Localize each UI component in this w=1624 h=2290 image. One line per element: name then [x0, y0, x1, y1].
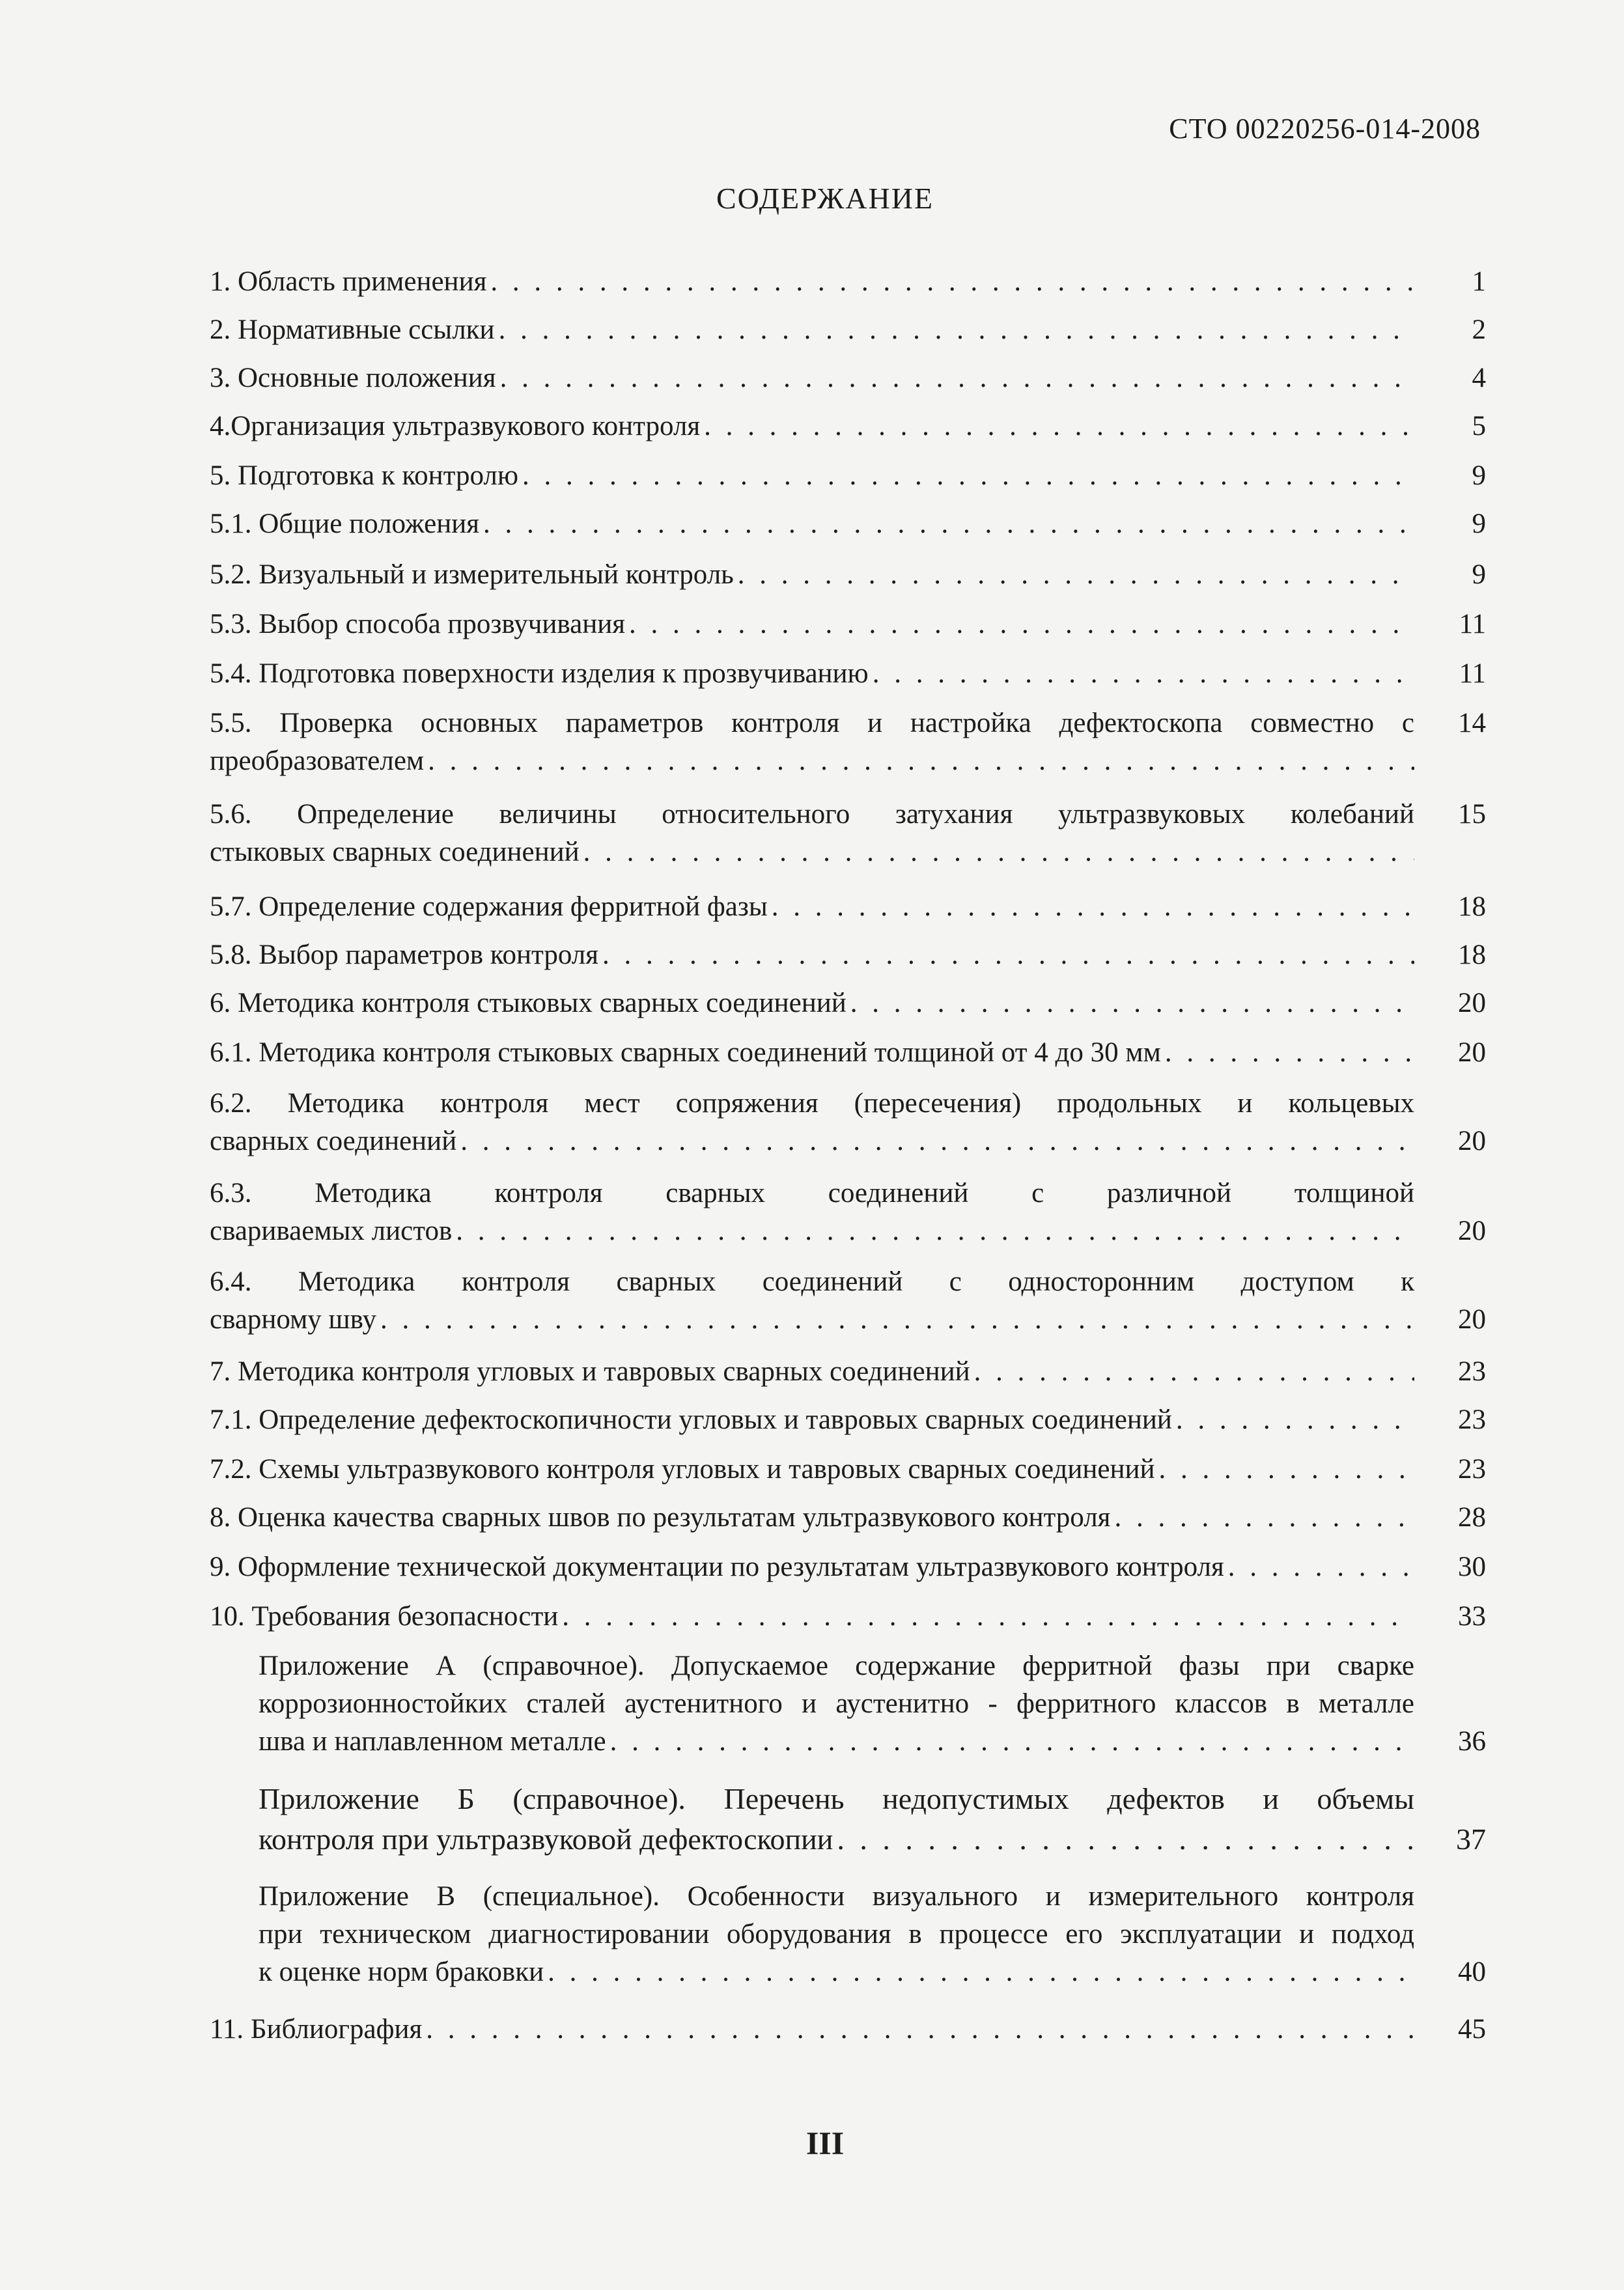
dot-leader [562, 1598, 1414, 1636]
dot-leader [1159, 1451, 1414, 1488]
toc-entry[interactable] [210, 505, 1486, 543]
toc-entry-text: Приложение Б (справочное). Перечень недопустимых дефектов и объемы [259, 1782, 1414, 1815]
toc-entry[interactable] [210, 1353, 1486, 1391]
toc-entry-text: 6. Методика контроля стыковых сварных соединений [210, 988, 847, 1018]
toc-entry-text: Приложение В (специальное). Особенности визуального и измерительного контроля [259, 1881, 1414, 1912]
toc-entry[interactable] [210, 1451, 1486, 1488]
toc-page-number: 9 [1472, 559, 1486, 590]
page-number: III [805, 2125, 845, 2161]
toc-entry[interactable] [210, 705, 1486, 780]
toc-page-number: 40 [1458, 1957, 1486, 1987]
toc-page-number: 9 [1472, 460, 1486, 491]
toc-page-number: 30 [1458, 1552, 1486, 1582]
toc-entry[interactable] [210, 1085, 1486, 1160]
toc-page-number: 15 [1458, 799, 1486, 830]
toc-entry-text: 5.3. Выбор способа прозвучивания [210, 609, 626, 639]
toc-entry-text: сварных соединений [210, 1126, 457, 1156]
toc-entry[interactable] [210, 263, 1486, 301]
toc-entry-text: 6.2. Методика контроля мест сопряжения (пересечения) продольных и кольцевых [210, 1088, 1414, 1119]
toc-entry-text: 5.1. Общие положения [210, 509, 480, 539]
toc-page-number: 28 [1458, 1502, 1486, 1533]
dot-leader [772, 888, 1414, 926]
dot-leader [837, 1819, 1414, 1860]
toc-entry-text: 7.2. Схемы ультразвукового контроля угловых и тавровых сварных соединений [210, 1454, 1155, 1485]
toc-entry[interactable] [210, 1598, 1486, 1636]
toc-entry-text: 7. Методика контроля угловых и тавровых сварных соединений [210, 1356, 970, 1387]
toc-page-number: 33 [1458, 1601, 1486, 1632]
toc-entry-text: 5.7. Определение содержания ферритной фазы [210, 891, 768, 922]
toc-entry[interactable] [210, 556, 1486, 594]
toc-entry-text: свариваемых листов [210, 1216, 453, 1246]
toc-page-number: 5 [1472, 411, 1486, 441]
toc-entry-text: при техническом диагностировании оборудования в процессе его эксплуатации и подход [259, 1919, 1414, 1949]
toc-page-number: 20 [1458, 1304, 1486, 1335]
toc-entry[interactable] [210, 1878, 1486, 1991]
dot-leader [704, 408, 1414, 445]
toc-page-number: 2 [1472, 314, 1486, 345]
dot-leader [426, 2011, 1414, 2048]
toc-page-number: 45 [1458, 2014, 1486, 2045]
toc-entry-text: Приложение А (справочное). Допускаемое содержание ферритной фазы при сварке [259, 1651, 1414, 1681]
dot-leader [1114, 1499, 1414, 1537]
toc-page-number: 20 [1458, 1126, 1486, 1156]
toc-entry-text: 5.5. Проверка основных параметров контроля и настройка дефектоскопа совместно с [210, 708, 1414, 738]
toc-entry-text: 5.6. Определение величины относительного затухания ультразвуковых колебаний [210, 799, 1414, 830]
toc-title: СОДЕРЖАНИЕ [716, 182, 934, 215]
toc-entry-text: 5.8. Выбор параметров контроля [210, 940, 599, 970]
toc-entry[interactable] [210, 936, 1486, 974]
toc-entry[interactable] [210, 359, 1486, 397]
dot-leader [548, 1953, 1414, 1991]
dot-leader [850, 984, 1414, 1022]
table-of-contents [210, 253, 1486, 2048]
toc-entry-text: коррозионностойких сталей аустенитного и аустенитно - ферритного классов в металле [259, 1688, 1414, 1719]
toc-entry-text: преобразователем [210, 746, 425, 776]
toc-entry-text: контроля при ультразвуковой дефектоскопии [259, 1822, 833, 1856]
dot-leader [738, 556, 1414, 594]
dot-leader [1228, 1548, 1414, 1586]
toc-entry[interactable] [210, 984, 1486, 1022]
toc-entry-text: 6.1. Методика контроля стыковых сварных соединений толщиной от 4 до 30 мм [210, 1037, 1161, 1068]
toc-entry-text: стыковых сварных соединений [210, 837, 580, 867]
toc-entry-text: 10. Требования безопасности [210, 1601, 559, 1632]
toc-entry-text: 2. Нормативные ссылки [210, 314, 495, 345]
toc-entry[interactable] [210, 2011, 1486, 2048]
toc-entry[interactable] [210, 1647, 1486, 1761]
document-code: СТО 00220256-014-2008 [1169, 113, 1481, 145]
dot-leader [1176, 1401, 1414, 1439]
toc-entry[interactable] [210, 1175, 1486, 1250]
toc-entry-text: 9. Оформление технической документации по результатам ультразвукового контроля [210, 1552, 1224, 1582]
toc-entry-text: к оценке норм браковки [259, 1957, 544, 1987]
toc-entry[interactable] [210, 311, 1486, 349]
toc-entry-text: 11. Библиография [210, 2014, 423, 2045]
dot-leader [629, 606, 1414, 643]
toc-entry-text: 5.2. Визуальный и измерительный контроль [210, 559, 734, 590]
toc-entry[interactable] [210, 796, 1486, 871]
toc-entry[interactable] [210, 655, 1486, 693]
toc-entry-text: 1. Область применения [210, 266, 487, 297]
toc-entry-text: 5. Подготовка к контролю [210, 460, 518, 491]
toc-page-number: 9 [1472, 509, 1486, 539]
dot-leader [428, 742, 1414, 780]
toc-page-number: 20 [1458, 988, 1486, 1018]
toc-page-number: 4 [1472, 363, 1486, 393]
toc-entry-text: сварному шву [210, 1304, 377, 1335]
toc-page-number: 20 [1458, 1216, 1486, 1246]
dot-leader [500, 359, 1414, 397]
dot-leader [974, 1353, 1414, 1391]
toc-entry-text: 5.4. Подготовка поверхности изделия к прозвучиванию [210, 658, 869, 689]
toc-entry[interactable] [210, 1034, 1486, 1072]
toc-page-number: 23 [1458, 1404, 1486, 1435]
dot-leader [522, 457, 1414, 495]
toc-entry[interactable] [210, 1499, 1486, 1537]
dot-leader [490, 263, 1414, 301]
toc-entry-text: 4.Организация ультразвукового контроля [210, 411, 701, 441]
toc-entry-text: 3. Основные положения [210, 363, 496, 393]
dot-leader [583, 833, 1414, 871]
dot-leader [456, 1212, 1414, 1250]
toc-entry[interactable] [210, 1401, 1486, 1439]
dot-leader [1165, 1034, 1414, 1072]
toc-entry[interactable] [210, 1263, 1486, 1339]
toc-entry-text: 8. Оценка качества сварных швов по результатам ультразвукового контроля [210, 1502, 1111, 1533]
toc-entry[interactable] [210, 888, 1486, 926]
dot-leader [483, 505, 1414, 543]
dot-leader [460, 1123, 1414, 1160]
dot-leader [499, 311, 1414, 349]
toc-entry[interactable] [210, 1779, 1486, 1860]
toc-page-number: 20 [1458, 1037, 1486, 1068]
dot-leader [610, 1723, 1414, 1761]
toc-page-number: 36 [1458, 1726, 1486, 1757]
toc-entry-text: 7.1. Определение дефектоскопичности угловых и тавровых сварных соединений [210, 1404, 1172, 1435]
dot-leader [380, 1301, 1414, 1339]
toc-entry-text: 6.4. Методика контроля сварных соединений с односторонним доступом к [210, 1266, 1414, 1297]
toc-page-number: 1 [1472, 266, 1486, 297]
toc-page-number: 37 [1456, 1822, 1486, 1856]
toc-page-number: 23 [1458, 1356, 1486, 1387]
toc-page-number: 23 [1458, 1454, 1486, 1485]
toc-entry[interactable] [210, 1548, 1486, 1586]
dot-leader [873, 655, 1414, 693]
toc-page-number: 11 [1459, 658, 1486, 689]
toc-page-number: 14 [1458, 708, 1486, 738]
toc-page-number: 11 [1459, 609, 1486, 639]
dot-leader [602, 936, 1414, 974]
toc-entry[interactable] [210, 457, 1486, 495]
toc-page-number: 18 [1458, 940, 1486, 970]
toc-entry[interactable] [210, 408, 1486, 445]
toc-page-number: 18 [1458, 891, 1486, 922]
toc-entry-text: 6.3. Методика контроля сварных соединений с различной толщиной [210, 1178, 1414, 1208]
toc-entry-text: шва и наплавленном металле [259, 1726, 606, 1757]
toc-entry[interactable] [210, 606, 1486, 643]
